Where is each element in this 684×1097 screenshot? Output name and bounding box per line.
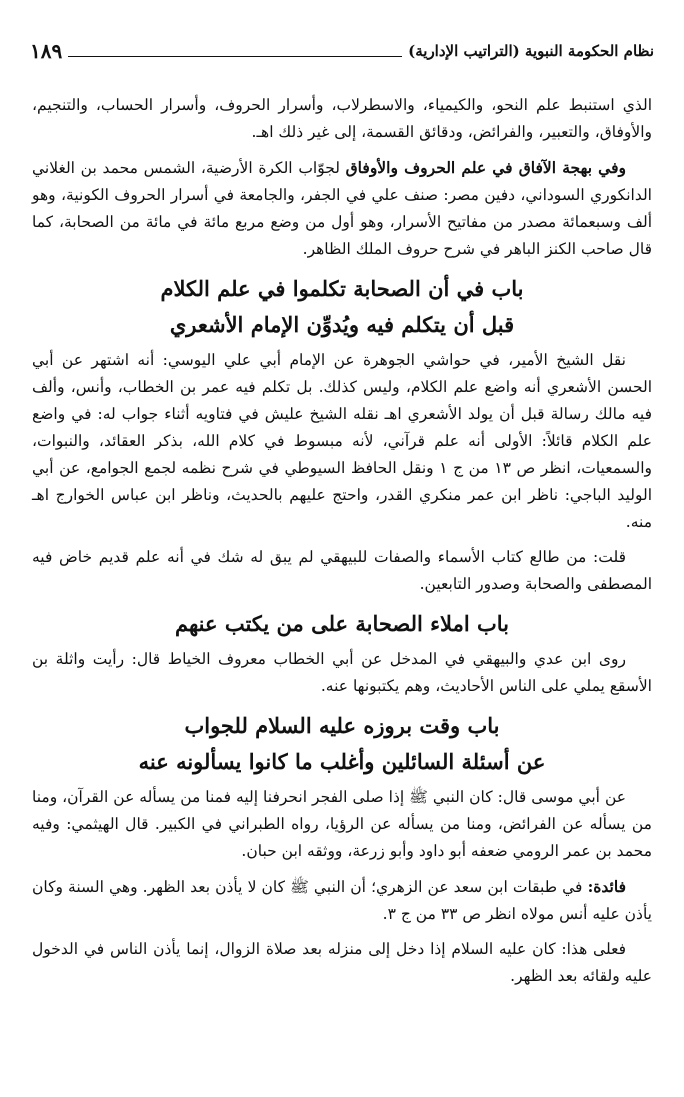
paragraph-text: في طبقات ابن سعد عن الزهري؛ أن النبي ﷺ كان لا يأذن بعد الظهر. وهي السنة وكان يأذن عليه أنس مولاه انظر ص ٣٣ من ج ٣. xyxy=(32,878,652,923)
page-body xyxy=(32,92,652,1079)
paragraph: الذي استنبط علم النحو، والكيمياء، والاسطرلاب، وأسرار الحروف، وأسرار الحساب، والتنجيم، والأوفاق، والتعبير، والفرائض، ودقائق القسمة، إلى غير ذلك اهـ. xyxy=(32,96,652,141)
section-heading xyxy=(32,271,652,343)
paragraph: فعلى هذا: كان عليه السلام إذا دخل إلى منزله بعد صلاة الزوال، إنما يأذن الناس في الدخول عليه ولقائه بعد الظهر. xyxy=(32,940,652,985)
section-heading: باب املاء الصحابة على من يكتب عنهم xyxy=(174,611,509,636)
heading-line: باب وقت بروزه عليه السلام للجواب xyxy=(184,713,500,738)
heading-line: عن أسئلة السائلين وأغلب ما كانوا يسألونه عنه xyxy=(138,749,546,774)
heading-line: باب في أن الصحابة تكلموا في علم الكلام xyxy=(160,276,524,301)
bold-lead: فائدة: xyxy=(587,877,626,896)
section-heading xyxy=(32,708,652,780)
page-header xyxy=(30,36,654,66)
running-title: نظام الحكومة النبوية (التراتيب الإدارية) xyxy=(408,42,654,60)
paragraph xyxy=(32,873,652,928)
heading-line: قبل أن يتكلم فيه ويُدوِّن الإمام الأشعري xyxy=(169,312,515,337)
page-number: ١٨٩ xyxy=(30,39,63,63)
paragraph: نقل الشيخ الأمير، في حواشي الجوهرة عن الإمام أبي علي اليوسي: أنه اشتهر عن أبي الحسن الأشعري أنه واضع علم الكلام، وليس كذلك. بل تكلم فيه عمر بن الخطاب، وأنس، وألف فيه مالك رسالة قبل أن يولد الأشعري اهـ نقله الشيخ عليش في فتاويه أثناء جواب له: في واضع علم الكلام قائلاً: الأولى أنه علم قرآني، لأنه مبسوط في كلام الله، بذكر العقائد، والنبوات، والسمعيات، انظر ص ١٣ من ج ١ ونقل الحافظ السيوطي في شرح نظمه لجمع الجوامع، عن أبي الوليد الباجي: ناظر ابن عمر منكري القدر، واحتج عليهم بالحديث، وناظر ابن عباس الخوارج اهـ منه. xyxy=(32,351,652,531)
paragraph: عن أبي موسى قال: كان النبي ﷺ إذا صلى الفجر انحرفنا إليه فمنا من يسأله عن القرآن، ومنا من يسأله عن الفرائض، ومنا من يسأله عن الرؤيا، رواه الطبراني في الكبير. قال الهيثمي: وفيه محمد بن عمر الرومي ضعفه أبو داود وأبو زرعة، ووثقه ابن حبان. xyxy=(32,788,652,860)
header-rule xyxy=(68,46,402,57)
bold-lead: وفي بهجة الآفاق في علم الحروف والأوفاق xyxy=(345,158,626,177)
paragraph: روى ابن عدي والبيهقي في المدخل عن أبي الخطاب معروف الخياط قال: رأيت واثلة بن الأسقع يملي على الناس الأحاديث، وهم يكتبونها عنه. xyxy=(32,650,652,695)
paragraph xyxy=(32,154,652,263)
paragraph-text: لجوّاب الكرة الأرضية، الشمس محمد بن الغلاني الدانكوري السوداني، دفين مصر: صنف علي في الجفر، والجامعة في أسرار الحروف الكونية، وهو ألف وسبعمائة مصدر من مفاتيح الأسرار، وهو أول من وضع مربع مائة في مائة من الصحابة، كما قال صاحب الكنز الباهر في شرح حروف الملك الظاهر. xyxy=(32,159,652,258)
paragraph: قلت: من طالع كتاب الأسماء والصفات للبيهقي لم يبق له شك في أنه علم قديم خاض فيه المصطفى والصحابة وصدور التابعين. xyxy=(32,548,652,593)
